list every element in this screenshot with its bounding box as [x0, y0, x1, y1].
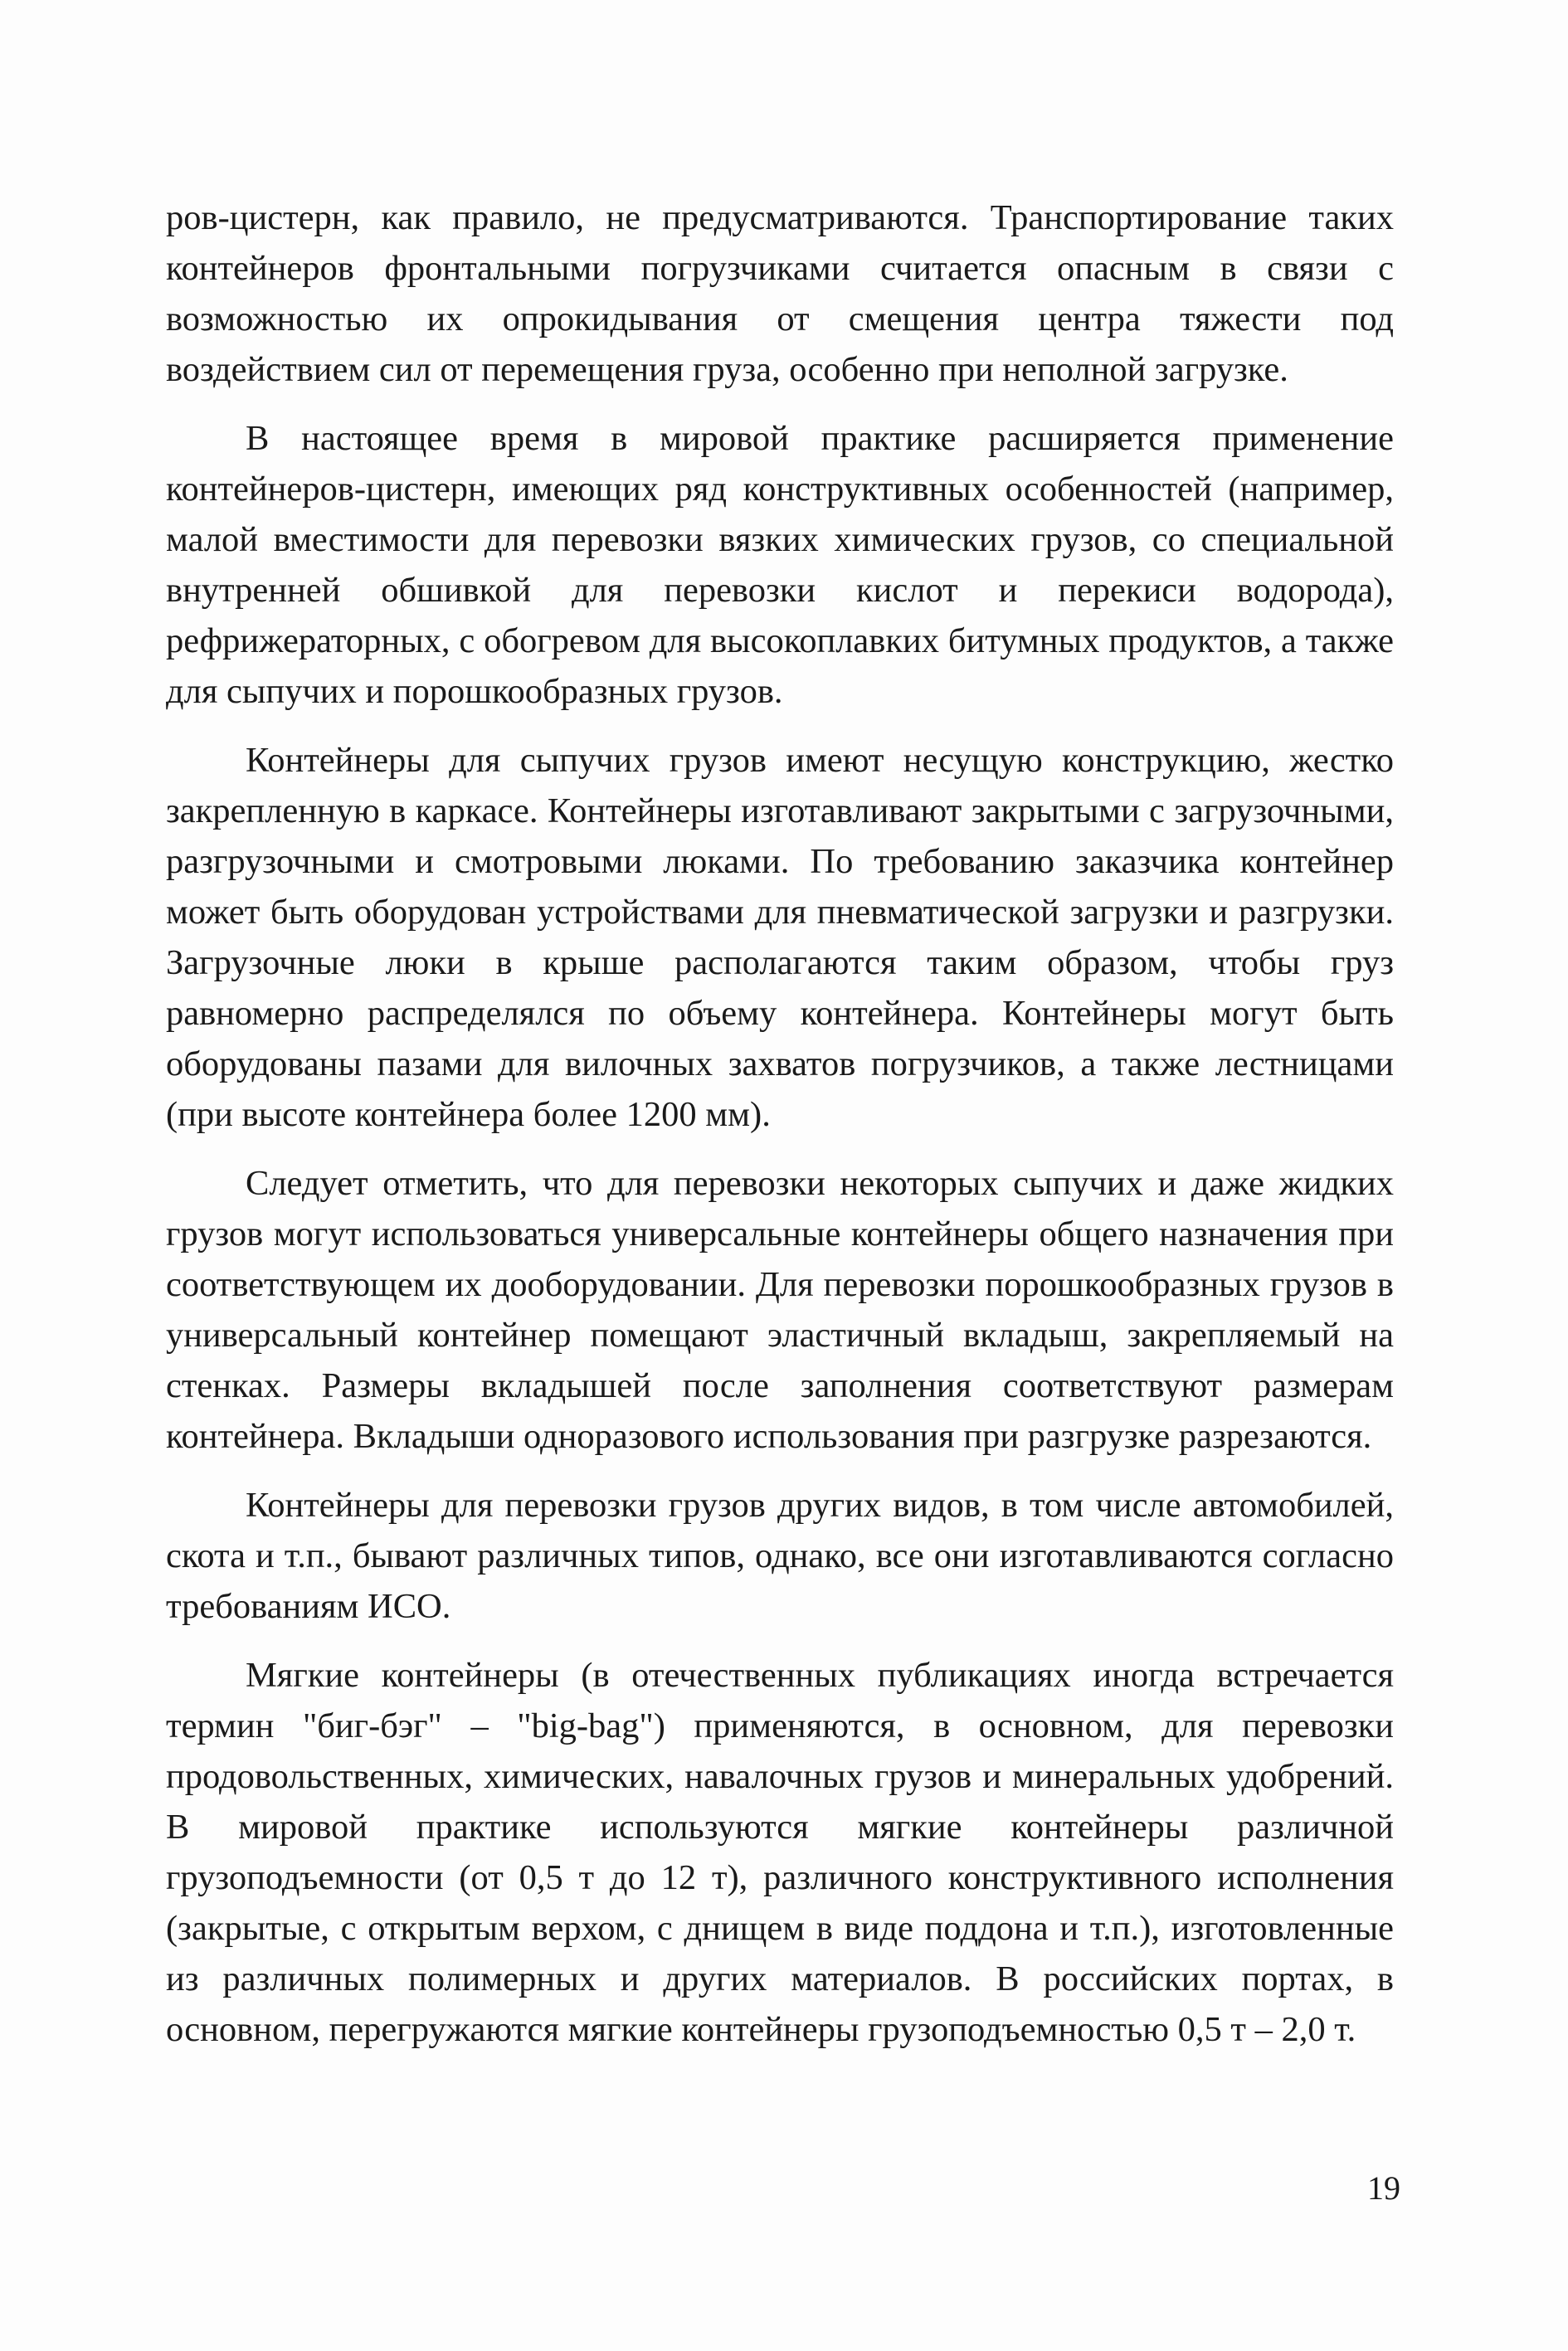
- paragraph-soft-containers: Мягкие контейнеры (в отечественных публикациях иногда встречается термин "биг-бэг" – "big-bag") применяются, в основном, для перевозки продовольственных, химических, навалочных грузов и минеральных удобрений. В мировой практике используются мягкие контейнеры различной грузоподъемности (от 0,5 т до 12 т), различного конструктивного исполнения (закрытые, с открытым верхом, с днищем в виде поддона и т.п.), изготовленные из различных полимерных и других материалов. В российских портах, в основном, перегружаются мягкие контейнеры грузоподъемностью 0,5 т – 2,0 т.: [166, 1656, 1394, 2049]
- body-text: [166, 192, 1394, 2073]
- paragraph-bulk-containers: Контейнеры для сыпучих грузов имеют несущую конструкцию, жестко закрепленную в каркасе. Контейнеры изготавливают закрытыми с загрузочными, разгрузочными и смотровыми люками. По требованию заказчика контейнер может быть оборудован устройствами для пневматической загрузки и разгрузки. Загрузочные люки в крыше располагаются таким образом, чтобы груз равномерно распределялся по объему контейнера. Контейнеры могут быть оборудованы пазами для вилочных захватов погрузчиков, а также лестницами (при высоте контейнера более 1200 мм).: [166, 741, 1394, 1134]
- paragraph-universal-containers: Следует отметить, что для перевозки некоторых сыпучих и даже жидких грузов могут использоваться универсальные контейнеры общего назначения при соответствующем их дооборудовании. Для перевозки порошкообразных грузов в универсальный контейнер помещают эластичный вкладыш, закрепляемый на стенках. Размеры вкладышей после заполнения соответствуют размерам контейнера. Вкладыши одноразового использования при разгрузке разрезаются.: [166, 1164, 1394, 1456]
- paragraph-tank-container-transport: ров-цистерн, как правило, не предусматриваются. Транспортирование таких контейнеров фронтальными погрузчиками считается опасным в связи с возможностью их опрокидывания от смещения центра тяжести под воздействием сил от перемещения груза, особенно при неполной загрузке.: [166, 198, 1394, 389]
- paragraph-other-containers: Контейнеры для перевозки грузов других видов, в том числе автомобилей, скота и т.п., бывают различных типов, однако, все они изготавливаются согласно требованиям ИСО.: [166, 1486, 1394, 1626]
- paragraph-tank-container-features: В настоящее время в мировой практике расширяется применение контейнеров-цистерн, имеющих ряд конструктивных особенностей (например, малой вместимости для перевозки вязких химических грузов, со специальной внутренней обшивкой для перевозки кислот и перекиси водорода), рефрижераторных, с обогревом для высокоплавких битумных продуктов, а также для сыпучих и порошкообразных грузов.: [166, 419, 1394, 711]
- page-number: 19: [1367, 2169, 1400, 2207]
